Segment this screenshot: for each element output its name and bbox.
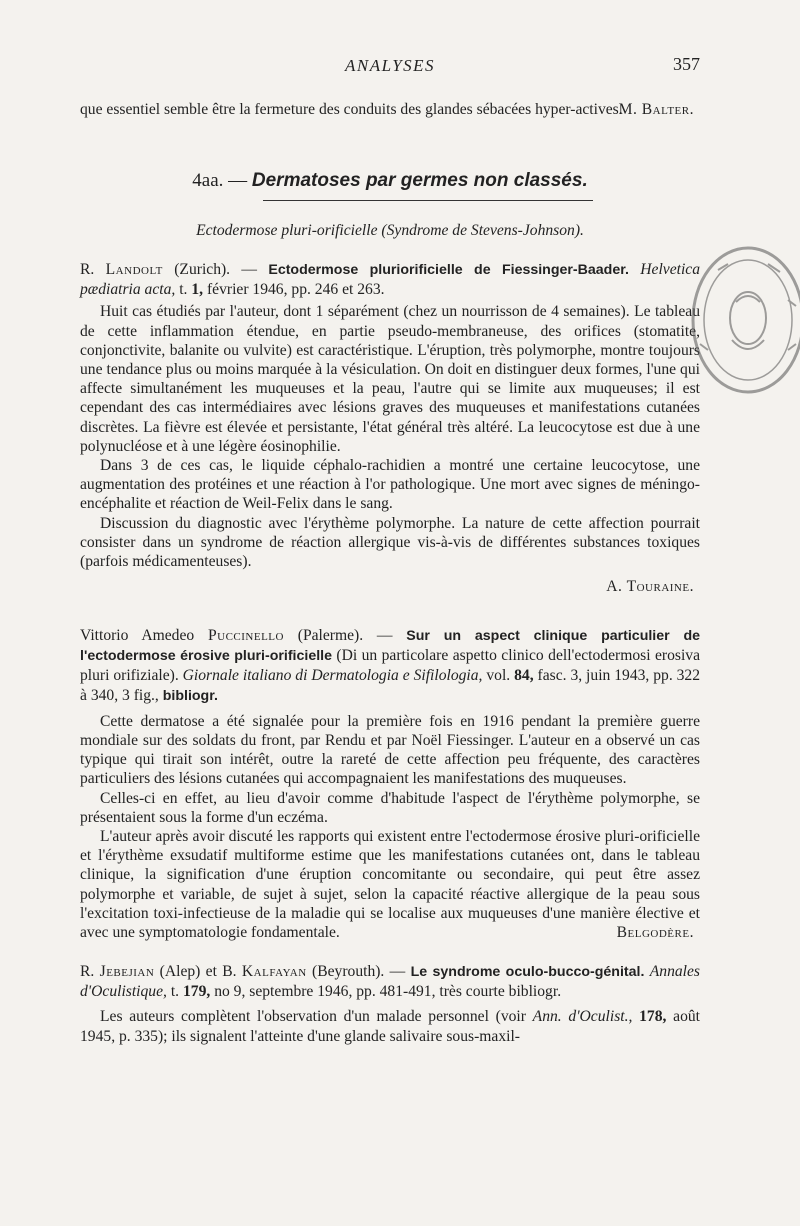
section-number: 4aa. bbox=[192, 170, 224, 191]
section-rule bbox=[263, 200, 593, 201]
citation-puccinello: Vittorio Amedeo Puccinello (Palerme). — Sur un aspect clinique particulier de l'ectodermose érosive pluri-orificielle (Di un particolare aspetto clinico dell'ectodermosi erosiva pluri orifiziale). Giornale italiano di Dermatologia e Sifilologia, vol. 84, fasc. 3, juin 1943, pp. 322 à 340, 3 fig., bibliogr. bbox=[80, 627, 701, 704]
article-jebejian bbox=[80, 962, 700, 1046]
landolt-paragraph-3: Discussion du diagnostic avec l'érythème polymorphe. La nature de cette affection pourrait consister dans un syndrome de réaction allergique vis-à-vis de différentes substances toxiques (parfois médicamenteuses). bbox=[80, 514, 700, 571]
landolt-paragraph-2: Dans 3 de ces cas, le liquide céphalo-rachidien a montré une certaine leucocytose, une augmentation des protéines et une réaction à l'or pathologique. Une mort avec signes de méningo-encéphalite et réaction de Weil-Felix dans le sang. bbox=[80, 457, 700, 513]
top-paragraph-text: que essentiel semble être la fermeture des conduits des glandes sébacées hyper-actives. bbox=[80, 101, 623, 118]
author-jebejian: Jebejian bbox=[99, 963, 155, 980]
running-head bbox=[80, 56, 700, 80]
author-puccinello: Puccinello bbox=[207, 627, 284, 644]
landolt-paragraph-1: Huit cas étudiés par l'auteur, dont 1 séparément (chez un nourrisson de 4 semaines). Le tableau de cette inflammation étendue, en partie pseudo-membraneuse, des orifices (stomatite, conjonctivite, balanite ou vulvite) est caractéristique. L'éruption, très polymorphe, montre toujours une tendance plus ou moins marquée à la vésiculation. On doit en distinguer deux formes, l'une qui affecte simultanément les muqueuses et la peau, l'autre qui se limite aux muqueuses; il est cependant des cas intermédiaires avec lésions graves des muqueuses et manifestations cutanées discrètes. La fièvre est élevée et persistante, l'état général très altéré. La leucocytose est due à une polynucléose et à une légère éosinophilie. bbox=[80, 303, 700, 455]
puccinello-paragraph-3: L'auteur après avoir discuté les rapports qui existent entre l'ectodermose érosive pluri-orificielle et l'érythème exsudatif multiforme estime que les manifestations cutanées ont, dans le tableau clinique, la signification d'une éruption concomitante ou secondaire, qui peut être assez polymorphe et variable, de sujet à sujet, selon la capacité réactive allergique de la peau sous l'excitation toxi-infectieuse de la maladie qui se localise aux muqueuses d'une manière élective et avec une symptomatologie fondamentale. bbox=[80, 828, 700, 942]
signature-touraine: A. Touraine. bbox=[606, 578, 694, 596]
section-title: Dermatoses par germes non classés. bbox=[251, 170, 588, 191]
journal-landolt: Helvetica pædiatria acta, bbox=[80, 261, 701, 299]
title-landolt: Ectodermose pluriorificielle de Fiessinger-Baader. bbox=[268, 262, 629, 278]
author-landolt: Landolt bbox=[105, 261, 163, 278]
puccinello-paragraph-1: Cette dermatose a été signalée pour la première fois en 1916 pendant la première guerre mondiale sur des soldats du front, par Rendu et par Noël Fiessinger. L'auteur en a observé un cas typique qui tirait son intérêt, outre la rareté de cette affection peu fréquente, des caractères particuliers des lésions cutanées qui accompagnaient les manifestations des muqueuses. bbox=[80, 712, 700, 788]
library-stamp bbox=[688, 240, 800, 400]
author-kalfayan: Kalfayan bbox=[241, 963, 307, 980]
article-puccinello bbox=[80, 626, 700, 942]
top-paragraph bbox=[80, 100, 700, 119]
page-number: 357 bbox=[673, 54, 700, 74]
signature-belgodere: Belgodère. bbox=[616, 924, 694, 942]
running-title: ANALYSES bbox=[344, 56, 436, 75]
section-heading bbox=[80, 170, 700, 192]
journal-jebejian: Annales d'Oculistique, bbox=[80, 963, 700, 1001]
section-dash: — bbox=[228, 170, 248, 191]
section-subheading: Ectodermose pluri-orificielle (Syndrome de Stevens-Johnson). bbox=[196, 222, 584, 239]
puccinello-paragraph-2: Celles-ci en effet, au lieu d'avoir comme d'habitude l'aspect de l'érythème polymorphe, se présentaient sous la forme d'un eczéma. bbox=[80, 789, 700, 826]
article-landolt bbox=[80, 260, 700, 596]
signature-balter: M. Balter. bbox=[618, 101, 694, 119]
citation-jebejian: R. Jebejian (Alep) et B. Kalfayan (Beyrouth). — Le syndrome oculo-bucco-génital. Annales d'Oculistique, t. 179, no 9, septembre 1946, pp. 481-491, très courte bibliogr. bbox=[80, 963, 700, 1001]
journal-puccinello: Giornale italiano di Dermatologia e Sifilologia, bbox=[182, 667, 483, 685]
citation-landolt: R. Landolt (Zurich). — Ectodermose pluriorificielle de Fiessinger-Baader. Helvetica pædiatria acta, t. 1, février 1946, pp. 246 et 263. bbox=[80, 261, 701, 299]
title-puccinello: Sur un aspect clinique particulier de l'ectodermose érosive pluri-orificielle bbox=[80, 628, 701, 665]
title-jebejian: Le syndrome oculo-bucco-génital. bbox=[410, 964, 645, 980]
jebejian-paragraph-1: Les auteurs complètent l'observation d'un malade personnel (voir Ann. d'Oculist., 178, août 1945, p. 335); ils signalent l'atteinte d'une glande salivaire sous-maxil- bbox=[80, 1008, 701, 1045]
